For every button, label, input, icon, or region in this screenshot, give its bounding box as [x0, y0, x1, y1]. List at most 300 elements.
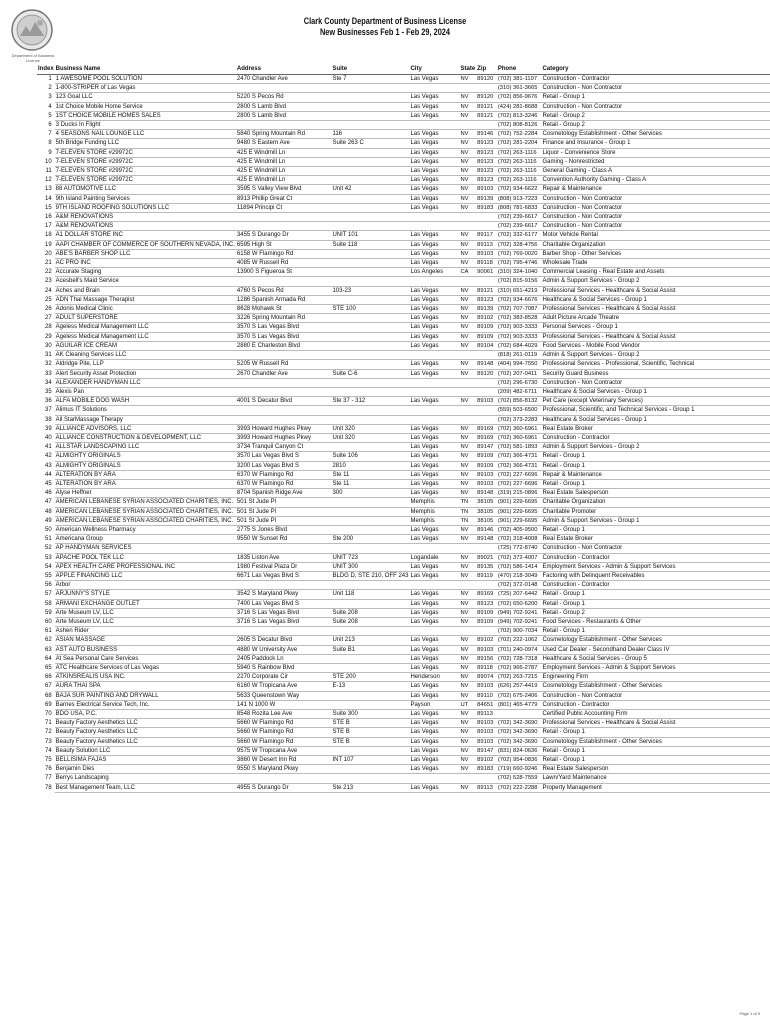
table-row	[37, 710, 770, 719]
table-row	[37, 194, 770, 203]
suite-cell	[331, 544, 409, 553]
row-index-cell: 69	[44, 701, 52, 708]
category-cell: Food Services - Mobile Food Vendor	[541, 341, 770, 350]
address-cell: 1286 Spanish Armada Rd	[236, 295, 332, 304]
zip-cell: 89156	[476, 654, 497, 663]
zip-cell: 89123	[476, 295, 497, 304]
phone-cell: (702) 650-6200	[497, 599, 542, 608]
state-cell: UT	[460, 700, 477, 709]
address-cell: 2605 S Decatur Blvd	[236, 636, 332, 645]
zip-cell: 89139	[476, 194, 497, 203]
category-cell: Commercial Leasing - Real Estate and Assets	[541, 268, 770, 277]
suite-cell	[331, 765, 409, 774]
suite-cell	[331, 415, 409, 424]
table-row	[37, 185, 770, 194]
city-cell: Las Vegas	[409, 636, 459, 645]
city-cell: Las Vegas	[409, 691, 459, 700]
phone-cell: (702) 207-0411	[497, 369, 542, 378]
suite-cell: STE B	[331, 728, 409, 737]
table-row	[37, 222, 770, 231]
state-cell: NV	[460, 756, 477, 765]
row-index-cell: 18	[44, 232, 52, 239]
suite-cell: STE B	[331, 737, 409, 746]
business-name-cell: Beauty Factory Aesthetics LLC	[55, 719, 236, 728]
table-row	[37, 728, 770, 737]
business-name-cell: 5th Bridge Funding LLC	[55, 139, 236, 148]
business-name-cell: Aldridge Pite, LLP	[55, 360, 236, 369]
phone-cell: (404) 994-7550	[497, 360, 542, 369]
row-index-cell: 1	[48, 76, 52, 83]
city-cell: Las Vegas	[409, 259, 459, 268]
seal-caption: Department of Business License	[11, 53, 55, 63]
phone-cell: (901) 229-6695	[497, 516, 542, 525]
zip-cell: 89021	[476, 553, 497, 562]
row-index-cell: 45	[44, 480, 52, 487]
zip-cell: 38105	[476, 498, 497, 507]
zip-cell: 89123	[476, 148, 497, 157]
address-cell	[236, 387, 332, 396]
zip-cell: 89103	[476, 737, 497, 746]
table-row	[37, 700, 770, 709]
state-cell: NV	[460, 783, 477, 792]
city-cell: Las Vegas	[409, 397, 459, 406]
state-cell: NV	[460, 525, 477, 534]
state-cell: NV	[460, 617, 477, 626]
phone-cell: (702) 222-1062	[497, 636, 542, 645]
page-footer: Page 1 of 9	[739, 1011, 760, 1016]
table-row	[37, 286, 770, 295]
row-index-cell: 53	[44, 554, 52, 561]
city-cell: Las Vegas	[409, 765, 459, 774]
address-cell: 13900 S Figueroa St	[236, 268, 332, 277]
table-row	[37, 765, 770, 774]
phone-cell: (702) 856-9676	[497, 93, 542, 102]
phone-cell: (702) 328-4756	[497, 240, 542, 249]
business-name-cell: Accurate Staging	[55, 268, 236, 277]
address-cell: 3716 S Las Vegas Blvd	[236, 608, 332, 617]
report-title: Clark County Department of Business License	[303, 16, 467, 26]
state-cell	[460, 84, 477, 93]
suite-cell	[331, 498, 409, 507]
table-row	[37, 305, 770, 314]
table-row	[37, 571, 770, 580]
city-cell: Las Vegas	[409, 452, 459, 461]
state-cell: NV	[460, 645, 477, 654]
suite-cell: 103-23	[331, 286, 409, 295]
city-cell: Las Vegas	[409, 535, 459, 544]
zip-cell: 89135	[476, 562, 497, 571]
phone-cell: (559) 503-6500	[497, 406, 542, 415]
zip-cell: 89147	[476, 443, 497, 452]
city-cell	[409, 213, 459, 222]
address-cell: 6595 High St	[236, 240, 332, 249]
suite-cell	[331, 194, 409, 203]
business-name-cell: 88 AUTOMOTIVE LLC	[55, 185, 236, 194]
business-name-cell: AMERICAN LEBANESE SYRIAN ASSOCIATED CHARITIES, INC.	[55, 507, 236, 516]
category-cell: Retail - Group 1	[541, 452, 770, 461]
address-cell	[236, 627, 332, 636]
row-index-cell: 77	[44, 775, 52, 782]
phone-cell: (702) 675-2406	[497, 691, 542, 700]
address-cell: 6158 W Flamingo Rd	[236, 249, 332, 258]
suite-cell	[331, 341, 409, 350]
suite-cell: Unit 118	[331, 590, 409, 599]
phone-cell: (702) 342-3690	[497, 719, 542, 728]
row-index-cell: 29	[44, 333, 52, 340]
phone-cell: (702) 222-2288	[497, 783, 542, 792]
business-name-cell: BAJA SUR PAINTING AND DRYWALL	[55, 691, 236, 700]
business-name-cell: Arbor	[55, 581, 236, 590]
table-row	[37, 746, 770, 755]
business-name-cell: Ashen Rider	[55, 627, 236, 636]
city-cell: Las Vegas	[409, 728, 459, 737]
state-cell	[460, 406, 477, 415]
zip-cell: 89109	[476, 332, 497, 341]
address-cell: 3993 Howard Hughes Pkwy	[236, 424, 332, 433]
address-cell: 501 St Jude Pl	[236, 498, 332, 507]
phone-cell: (725) 207-6442	[497, 590, 542, 599]
address-cell: 4955 S Durango Dr	[236, 783, 332, 792]
city-cell	[409, 121, 459, 130]
state-cell: NV	[460, 369, 477, 378]
col-state: State	[460, 64, 477, 75]
business-name-cell: ARJUNNY'S STYLE	[55, 590, 236, 599]
state-cell: NV	[460, 157, 477, 166]
table-row	[37, 268, 770, 277]
category-cell: Healthcare & Social Services - Group 5	[541, 654, 770, 663]
row-index-cell: 76	[44, 766, 52, 773]
table-row	[37, 525, 770, 534]
zip-cell: 89169	[476, 424, 497, 433]
table-row	[37, 654, 770, 663]
city-cell: Las Vegas	[409, 203, 459, 212]
phone-cell: (702) 360-6961	[497, 433, 542, 442]
row-index-cell: 39	[44, 425, 52, 432]
zip-cell: 89113	[476, 783, 497, 792]
state-cell: NV	[460, 139, 477, 148]
table-row	[37, 351, 770, 360]
zip-cell: 89103	[476, 719, 497, 728]
suite-cell	[331, 93, 409, 102]
category-cell: Charitable Promoter	[541, 507, 770, 516]
category-cell: Cosmetology Establishment - Other Services	[541, 636, 770, 645]
city-cell: Las Vegas	[409, 617, 459, 626]
zip-cell: 89121	[476, 286, 497, 295]
business-name-cell: ALLSTAR LANDSCAPING LLC	[55, 443, 236, 452]
zip-cell: 89118	[476, 664, 497, 673]
state-cell: NV	[460, 240, 477, 249]
address-cell: 425 E Windmill Ln	[236, 148, 332, 157]
suite-cell	[331, 277, 409, 286]
zip-cell	[476, 222, 497, 231]
suite-cell	[331, 691, 409, 700]
row-index-cell: 14	[44, 195, 52, 202]
address-cell: 3595 S Valley View Blvd	[236, 185, 332, 194]
state-cell	[460, 121, 477, 130]
phone-cell: (702) 903-3333	[497, 332, 542, 341]
address-cell: 2800 S Lamb Blvd	[236, 111, 332, 120]
category-cell: Professional Services - Professional, Scientific, Technical	[541, 360, 770, 369]
table-row	[37, 783, 770, 792]
phone-cell: (702) 281-2204	[497, 139, 542, 148]
business-name-cell: Alimus IT Solutions	[55, 406, 236, 415]
category-cell: Liquor - Convenience Store	[541, 148, 770, 157]
address-cell	[236, 222, 332, 231]
business-name-cell: 1-800-STRIPER of Las Vegas	[55, 84, 236, 93]
category-cell: Admin & Support Services - Group 2	[541, 277, 770, 286]
phone-cell: (702) 586-1414	[497, 562, 542, 571]
city-cell: Las Vegas	[409, 323, 459, 332]
city-cell: Memphis	[409, 498, 459, 507]
suite-cell	[331, 378, 409, 387]
row-index-cell: 54	[44, 563, 52, 570]
suite-cell: Suite C-6	[331, 369, 409, 378]
suite-cell	[331, 443, 409, 452]
city-cell: Las Vegas	[409, 590, 459, 599]
category-cell: Retail - Group 1	[541, 756, 770, 765]
row-index-cell: 17	[44, 223, 52, 230]
phone-cell: (702) 728-7318	[497, 654, 542, 663]
table-row	[37, 295, 770, 304]
phone-cell: (702) 752-2284	[497, 130, 542, 139]
state-cell: NV	[460, 553, 477, 562]
zip-cell: 89120	[476, 93, 497, 102]
row-index-cell: 12	[44, 177, 52, 184]
report-subtitle: New Businesses Feb 1 - Feb 29, 2024	[319, 27, 451, 37]
table-row	[37, 102, 770, 111]
zip-cell: 89183	[476, 765, 497, 774]
table-row	[37, 590, 770, 599]
business-name-cell: 4 SEASONS NAIL LOUNGE LLC	[55, 130, 236, 139]
table-row	[37, 415, 770, 424]
row-index-cell: 33	[44, 370, 52, 377]
address-cell: 3570 S Las Vegas Blvd	[236, 323, 332, 332]
category-cell: Construction - Contractor	[541, 700, 770, 709]
suite-cell: STE 200	[331, 673, 409, 682]
table-row	[37, 314, 770, 323]
category-cell: Healthcare & Social Services - Group 1	[541, 387, 770, 396]
suite-cell	[331, 213, 409, 222]
business-name-cell: 7-ELEVEN STORE #29972C	[55, 167, 236, 176]
zip-cell: 89103	[476, 645, 497, 654]
state-cell: NV	[460, 691, 477, 700]
phone-cell: (209) 482-6711	[497, 387, 542, 396]
category-cell: Food Services - Restaurants & Other	[541, 617, 770, 626]
category-cell: Professional Services - Healthcare & Social Assist	[541, 332, 770, 341]
suite-cell	[331, 627, 409, 636]
suite-cell	[331, 700, 409, 709]
row-index-cell: 72	[44, 729, 52, 736]
phone-cell: (702) 239-6617	[497, 213, 542, 222]
category-cell: Certified Public Accounting Firm	[541, 710, 770, 719]
phone-cell: (702) 372-4007	[497, 553, 542, 562]
address-cell	[236, 774, 332, 783]
address-cell: 5660 W Flamingo Rd	[236, 728, 332, 737]
business-name-cell: Barnes Electrical Service Tech, Inc.	[55, 700, 236, 709]
state-cell: NV	[460, 728, 477, 737]
zip-cell: 89117	[476, 231, 497, 240]
category-cell: Employment Services - Admin & Support Services	[541, 664, 770, 673]
state-cell: NV	[460, 203, 477, 212]
address-cell	[236, 581, 332, 590]
category-cell: Finance and Insurance - Group 1	[541, 139, 770, 148]
city-cell: Las Vegas	[409, 139, 459, 148]
suite-cell	[331, 507, 409, 516]
city-cell	[409, 387, 459, 396]
category-cell: Retail - Group 1	[541, 746, 770, 755]
table-row	[37, 406, 770, 415]
business-name-cell: ALMIGHTY ORIGINALS	[55, 452, 236, 461]
row-index-cell: 34	[44, 379, 52, 386]
business-name-cell: Berrys Landscaping	[55, 774, 236, 783]
suite-cell: 2810	[331, 461, 409, 470]
suite-cell: E-13	[331, 682, 409, 691]
zip-cell: 89102	[476, 636, 497, 645]
address-cell: 9575 W Tropicana Ave	[236, 746, 332, 755]
city-cell: Las Vegas	[409, 102, 459, 111]
row-index-cell: 67	[44, 683, 52, 690]
table-row	[37, 608, 770, 617]
state-cell	[460, 415, 477, 424]
row-index-cell: 8	[48, 140, 52, 147]
row-index-cell: 7	[48, 131, 52, 138]
business-name-cell: ASIAN MASSAGE	[55, 636, 236, 645]
row-index-cell: 19	[44, 241, 52, 248]
city-cell: Las Vegas	[409, 664, 459, 673]
category-cell: Admin & Support Services - Group 2	[541, 351, 770, 360]
category-cell: Construction - Non Contractor	[541, 378, 770, 387]
table-row	[37, 562, 770, 571]
table-row	[37, 461, 770, 470]
row-index-cell: 20	[44, 250, 52, 257]
table-row	[37, 148, 770, 157]
business-name-cell: BELLISIMA FAJAS	[55, 756, 236, 765]
business-name-cell: 7-ELEVEN STORE #29972C	[55, 157, 236, 166]
state-cell: NV	[460, 295, 477, 304]
table-row	[37, 756, 770, 765]
row-index-cell: 57	[44, 591, 52, 598]
row-index-cell: 59	[44, 609, 52, 616]
category-cell: Retail - Group 2	[541, 608, 770, 617]
zip-cell: 89123	[476, 167, 497, 176]
zip-cell: 89121	[476, 111, 497, 120]
address-cell: 425 E Windmill Ln	[236, 157, 332, 166]
address-cell: 1835 Liston Ave	[236, 553, 332, 562]
business-name-cell: Aches and Brain	[55, 286, 236, 295]
city-cell: Las Vegas	[409, 176, 459, 185]
business-name-cell: Adonis Medical Clinic	[55, 305, 236, 314]
state-cell	[460, 581, 477, 590]
row-index-cell: 66	[44, 674, 52, 681]
row-index-cell: 15	[44, 204, 52, 211]
category-cell: Repair & Maintenance	[541, 185, 770, 194]
row-index-cell: 42	[44, 453, 52, 460]
zip-cell	[476, 544, 497, 553]
city-cell: Las Vegas	[409, 654, 459, 663]
phone-cell: (801) 465-4779	[497, 700, 542, 709]
suite-cell: Suite 118	[331, 240, 409, 249]
row-index-cell: 78	[44, 784, 52, 791]
row-index-cell: 62	[44, 637, 52, 644]
row-index-cell: 74	[44, 747, 52, 754]
category-cell: Retail - Group 1	[541, 599, 770, 608]
zip-cell: 89109	[476, 323, 497, 332]
table-row	[37, 277, 770, 286]
city-cell: Las Vegas	[409, 571, 459, 580]
phone-cell: (702) 263-1116	[497, 176, 542, 185]
address-cell: 3860 W Desert Inn Rd	[236, 756, 332, 765]
address-cell: 11894 Principi Ct	[236, 203, 332, 212]
category-cell: Real Estate Broker	[541, 424, 770, 433]
category-cell: Professional Services - Healthcare & Social Assist	[541, 305, 770, 314]
table-row	[37, 636, 770, 645]
city-cell: Las Vegas	[409, 286, 459, 295]
business-name-cell: ADULT SUPERSTORE	[55, 314, 236, 323]
business-name-cell: ATKINSREALIS USA INC.	[55, 673, 236, 682]
city-cell: Las Vegas	[409, 111, 459, 120]
state-cell: NV	[460, 673, 477, 682]
row-index-cell: 5	[48, 112, 52, 119]
table-row	[37, 387, 770, 396]
category-cell: Used Car Dealer - Secondhand Dealer Class IV	[541, 645, 770, 654]
phone-cell: (901) 229-6695	[497, 498, 542, 507]
city-cell: Las Vegas	[409, 167, 459, 176]
row-index-cell: 3	[48, 94, 52, 101]
city-cell: Las Vegas	[409, 231, 459, 240]
city-cell	[409, 415, 459, 424]
business-name-cell: BDO USA, P.C.	[55, 710, 236, 719]
address-cell: 3200 Las Vegas Blvd S	[236, 461, 332, 470]
state-cell: NV	[460, 148, 477, 157]
phone-cell: (702) 342-3690	[497, 728, 542, 737]
table-row	[37, 553, 770, 562]
category-cell: Retail - Group 1	[541, 627, 770, 636]
city-cell: Las Vegas	[409, 461, 459, 470]
city-cell	[409, 351, 459, 360]
zip-cell: 89169	[476, 433, 497, 442]
phone-cell: (725) 772-8740	[497, 544, 542, 553]
category-cell: Professional, Scientific, and Technical Services - Group 1	[541, 406, 770, 415]
table-row	[37, 489, 770, 498]
phone-cell: (424) 281-8688	[497, 102, 542, 111]
category-cell: General Gaming - Class A	[541, 167, 770, 176]
category-cell: Pet Care (except Veterinary Services)	[541, 397, 770, 406]
category-cell: Professional Services - Healthcare & Social Assist	[541, 286, 770, 295]
suite-cell	[331, 525, 409, 534]
report-header	[69, 16, 700, 38]
table-row	[37, 452, 770, 461]
category-cell: Convention Authority Gaming - Class A	[541, 176, 770, 185]
phone-cell: (701) 240-0974	[497, 645, 542, 654]
phone-cell: (702) 769-0020	[497, 249, 542, 258]
state-cell: NV	[460, 102, 477, 111]
city-cell: Las Vegas	[409, 93, 459, 102]
business-name-cell: ALMIGHTY ORIGINALS	[55, 461, 236, 470]
table-row	[37, 231, 770, 240]
business-name-cell: 1 AWESOME POOL SOLUTION	[55, 75, 236, 84]
row-index-cell: 48	[44, 508, 52, 515]
state-cell: NV	[460, 571, 477, 580]
phone-cell: (702) 381-1197	[497, 75, 542, 84]
address-cell: 3716 S Las Vegas Blvd	[236, 617, 332, 626]
suite-cell	[331, 387, 409, 396]
category-cell: Construction - Non Contractor	[541, 222, 770, 231]
phone-cell: (702) 373-2283	[497, 415, 542, 424]
category-cell: Lawn/Yard Maintenance	[541, 774, 770, 783]
row-index-cell: 36	[44, 398, 52, 405]
zip-cell	[476, 213, 497, 222]
phone-cell: (702) 372-0148	[497, 581, 542, 590]
